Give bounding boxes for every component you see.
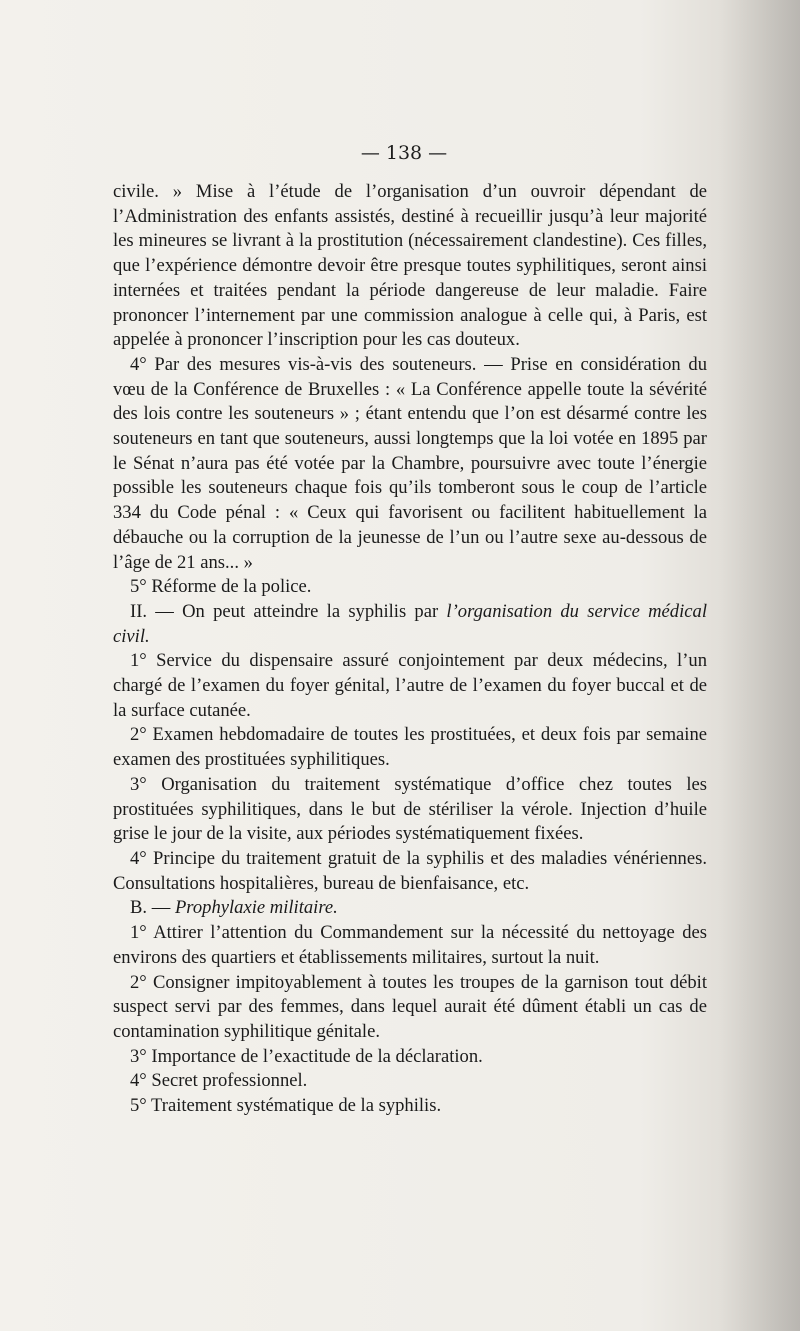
paragraph: 2° Examen hebdomadaire de toutes les prostituées, et deux fois par semaine examen des prostituées syphilitiques. bbox=[113, 724, 707, 771]
paragraph: 1° Service du dispensaire assuré conjointement par deux médecins, l’un chargé de l’examen du foyer génital, l’autre de l’examen du foyer buccal et de la surface cutanée. bbox=[113, 650, 707, 721]
paragraph: 4° Secret professionnel. bbox=[130, 1070, 308, 1092]
paragraph: 1° Attirer l’attention du Commandement sur la nécessité du nettoyage des environs des quartiers et établissements militaires, surtout la nuit. bbox=[113, 922, 707, 968]
paragraph-text: B. — bbox=[130, 897, 175, 919]
paragraph: civile. » Mise à l’étude de l’organisation d’un ouvroir dépendant de l’Administration des enfants assistés, destiné à recueillir jusqu’à leur majorité les mineures se livrant à la prostitution (nécessairement clandestine). Ces filles, que l’expérience démontre devoir être presque toutes syphilitiques, seront ainsi internées et traitées pendant la période dangereuse de leur maladie. Faire prononcer l’internement par une commission analogue à celle qui, à Paris, est appelée à prononcer l’inscription pour les cas douteux. bbox=[113, 181, 707, 351]
paragraph: 3° Importance de l’exactitude de la déclaration. bbox=[130, 1045, 483, 1067]
body-text bbox=[113, 180, 707, 1119]
paragraph bbox=[113, 896, 707, 921]
paragraph: 4° Par des mesures vis-à-vis des souteneurs. — Prise en considération du vœu de la Conférence de Bruxelles : « La Conférence appelle toute la sévérité des lois contre les souteneurs » ; étant entendu que l’on est désarmé contre les souteneurs en tant que souteneurs, aussi longtemps que la loi votée en 1895 par le Sénat n’aura pas été votée par la Chambre, poursuivre avec toute l’énergie possible les souteneurs chaque fois qu’ils tomberont sous le coup de l’article 334 du Code pénal : « Ceux qui favorisent ou facilitent habituellement la débauche ou la corruption de la jeunesse de l’un ou l’autre sexe au-dessous de l’âge de 21 ans... » bbox=[113, 353, 707, 573]
page-number: — 138 — bbox=[360, 142, 448, 164]
paragraph: 4° Principe du traitement gratuit de la syphilis et des maladies vénériennes. Consultations hospitalières, bureau de bienfaisance, etc. bbox=[113, 847, 707, 894]
paragraph: 5° Réforme de la police. bbox=[130, 576, 312, 598]
paragraph-text: II. — On peut atteindre la syphilis par bbox=[130, 600, 447, 622]
paragraph: 3° Organisation du traitement systématique d’office chez toutes les prostituées syphilitiques, dans le but de stériliser la vérole. Injection d’huile grise le jour de la visite, aux périodes systématiquement fixées. bbox=[113, 773, 707, 845]
paragraph bbox=[113, 600, 707, 649]
paragraph: 2° Consigner impitoyablement à toutes les troupes de la garnison tout débit suspect servi par des femmes, dans lequel aurait été dûment établi un cas de contamination syphilitique génitale. bbox=[113, 971, 707, 1042]
paragraph-italic-text: l’organisation du service médical civil. bbox=[113, 600, 707, 647]
paragraph: 5° Traitement systématique de la syphilis. bbox=[130, 1095, 442, 1117]
paragraph-italic-text: Prophylaxie militaire. bbox=[174, 897, 338, 919]
